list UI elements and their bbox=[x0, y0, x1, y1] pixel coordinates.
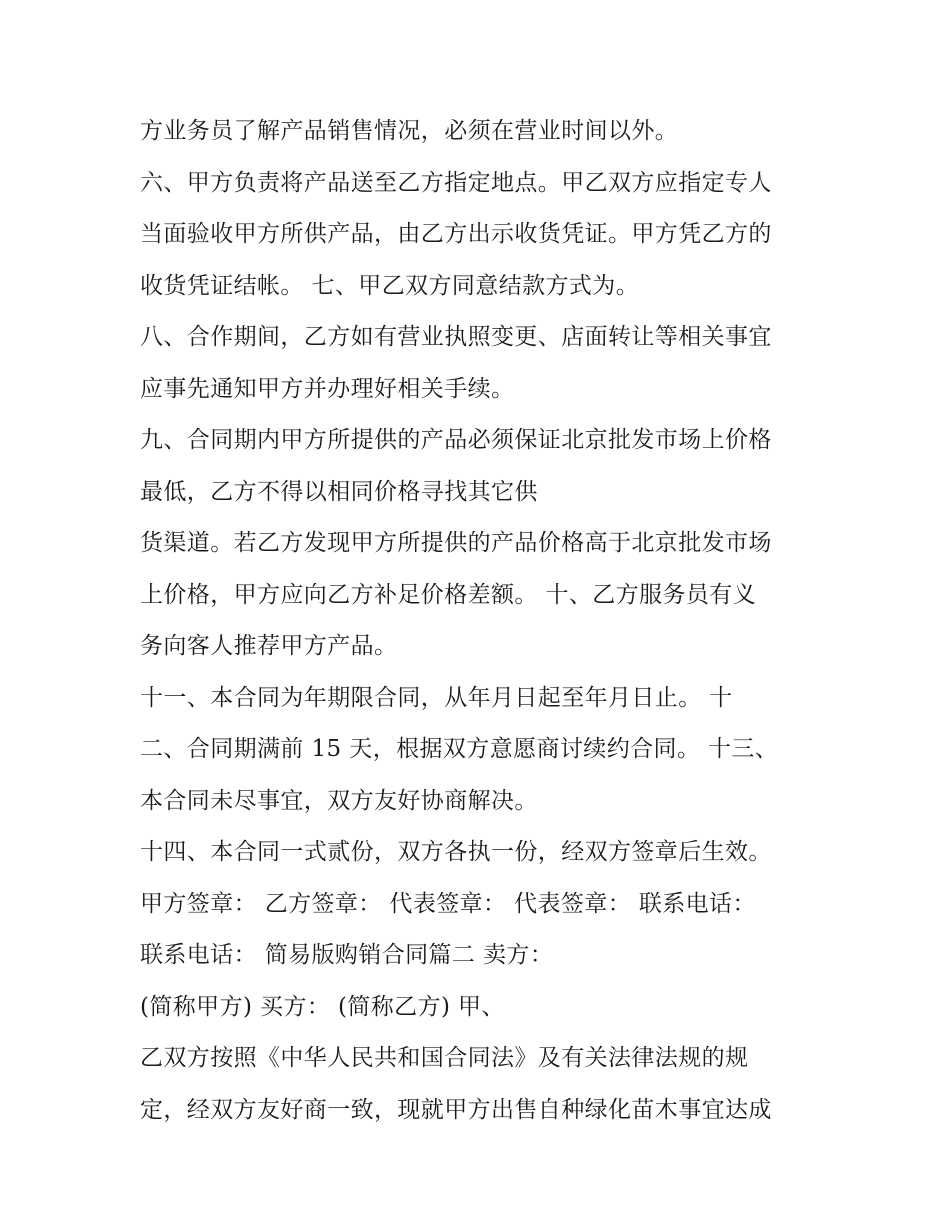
text-line: 十四、本合同一式贰份，双方各执一份，经双方签章后生效。 bbox=[140, 839, 772, 865]
text-line: 八、合作期间，乙方如有营业执照变更、店面转让等相关事宜 bbox=[140, 324, 772, 350]
text-line: 乙双方按照《中华人民共和国合同法》及有关法律法规的规 bbox=[140, 1045, 749, 1071]
text-line: 最低，乙方不得以相同价格寻找其它供 bbox=[140, 478, 538, 505]
text-line: 二、合同期满前 15 天，根据双方意愿商讨续约合同。 十三、 bbox=[140, 736, 779, 762]
text-line: 应事先通知甲方并办理好相关手续。 bbox=[140, 375, 515, 402]
text-line: 货渠道。若乙方发现甲方所提供的产品价格高于北京批发市场 bbox=[140, 530, 772, 556]
text-line: 定，经双方友好商一致，现就甲方出售自种绿化苗木事宜达成 bbox=[140, 1096, 772, 1123]
text-line: 六、甲方负责将产品送至乙方指定地点。甲乙双方应指定专人 bbox=[140, 169, 772, 196]
text-line: 上价格，甲方应向乙方补足价格差额。 十、乙方服务员有义 bbox=[140, 581, 757, 608]
document-body bbox=[140, 106, 830, 1136]
text-line: 务向客人推荐甲方产品。 bbox=[140, 633, 398, 659]
text-line: 方业务员了解产品销售情况，必须在营业时间以外。 bbox=[140, 118, 679, 144]
text-line: (简称甲方) 买方： (简称乙方) 甲、 bbox=[140, 993, 505, 1020]
text-line: 十一、本合同为年期限合同，从年月日起至年月日止。 十 bbox=[140, 684, 733, 711]
text-line: 联系电话： 简易版购销合同篇二 卖方： bbox=[140, 942, 554, 968]
text-line: 收货凭证结帐。 七、甲乙双方同意结款方式为。 bbox=[140, 272, 640, 299]
text-line: 甲方签章： 乙方签章： 代表签章： 代表签章： 联系电话： bbox=[140, 890, 756, 917]
text-line: 当面验收甲方所供产品，由乙方出示收货凭证。甲方凭乙方的 bbox=[140, 221, 772, 247]
text-line: 九、合同期内甲方所提供的产品必须保证北京批发市场上价格 bbox=[140, 427, 772, 453]
text-line: 本合同未尽事宜，双方友好协商解决。 bbox=[140, 787, 538, 814]
